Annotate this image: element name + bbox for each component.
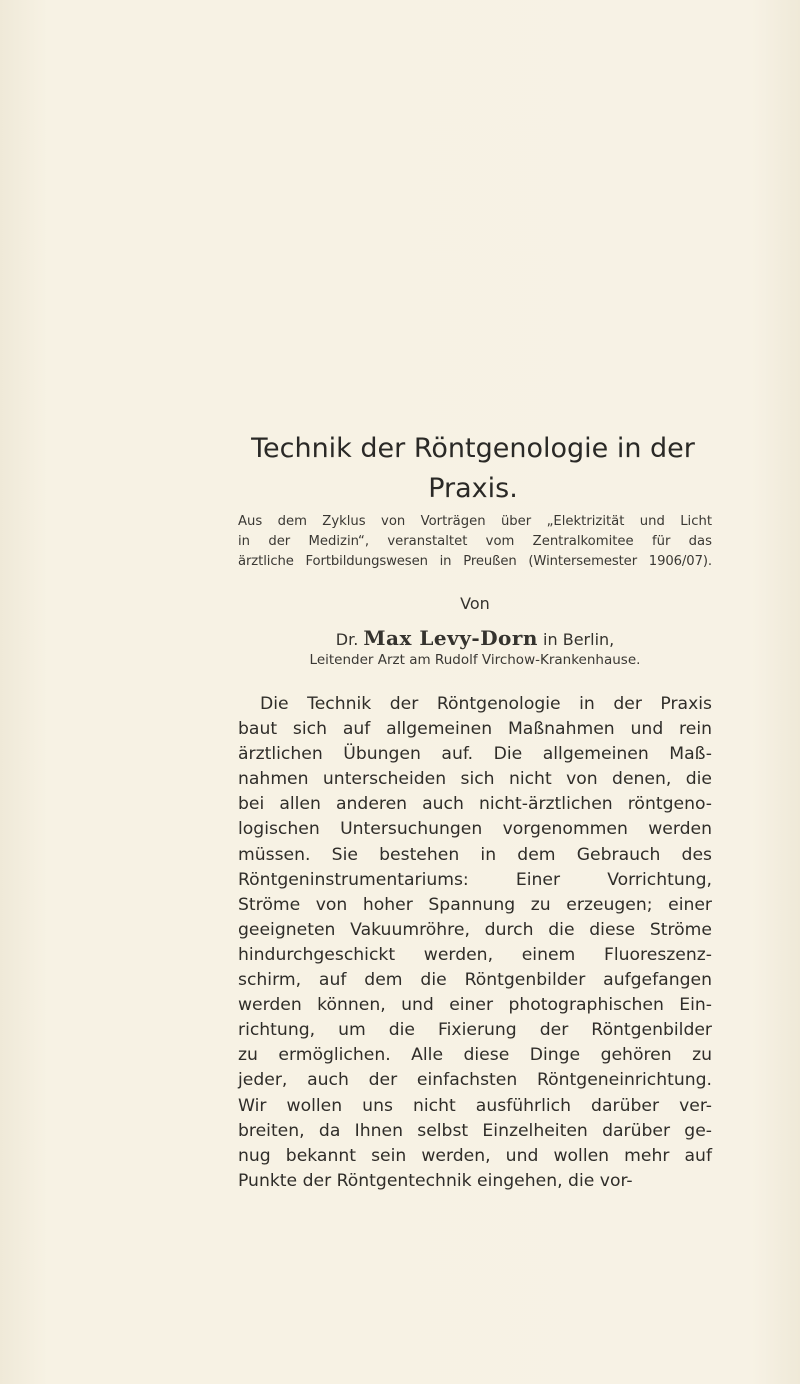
body-line: Röntgeninstrumentariums: Einer Vorrichtung, bbox=[238, 869, 712, 890]
body-paragraph bbox=[238, 692, 712, 1194]
body-line: hindurchgeschickt werden, einem Fluoreszenz- bbox=[238, 944, 712, 965]
body-line: logischen Untersuchungen vorgenommen werden bbox=[238, 819, 712, 840]
body-line: Ströme von hoher Spannung zu erzeugen; einer bbox=[238, 894, 712, 915]
body-line: Wir wollen uns nicht ausführlich darüber ver- bbox=[238, 1095, 712, 1116]
body-line: breiten, da Ihnen selbst Einzelheiten darüber ge- bbox=[238, 1120, 712, 1141]
body-line: nahmen unterscheiden sich nicht von denen, die bbox=[238, 769, 712, 790]
author-line bbox=[238, 626, 712, 650]
body-line: baut sich auf allgemeinen Maßnahmen und rein bbox=[238, 719, 712, 740]
body-line: zu ermöglichen. Alle diese Dinge gehören zu bbox=[238, 1045, 712, 1066]
article-title-line-1: Technik der Röntgenologie in der bbox=[251, 433, 695, 464]
article-title-line-2: Praxis. bbox=[428, 473, 518, 504]
author-prefix: Dr. bbox=[335, 630, 359, 649]
body-line: richtung, um die Fixierung der Röntgenbilder bbox=[238, 1020, 712, 1041]
body-line: schirm, auf dem die Röntgenbilder aufgefangen bbox=[238, 970, 712, 991]
byline-von: Von bbox=[460, 594, 490, 613]
body-line: ärztlichen Übungen auf. Die allgemeinen Maß- bbox=[238, 744, 712, 765]
author-name: Max Levy-Dorn bbox=[363, 626, 538, 650]
body-line: bei allen anderen auch nicht-ärztlichen röntgeno- bbox=[238, 794, 712, 815]
body-line: Die Technik der Röntgenologie in der Praxis bbox=[260, 694, 712, 714]
subtitle-line-2: in der Medizin“, veranstaltet vom Zentralkomitee für das bbox=[238, 534, 712, 549]
body-line: müssen. Sie bestehen in dem Gebrauch des bbox=[238, 844, 712, 865]
author-location: in Berlin, bbox=[543, 630, 615, 649]
body-line: geeigneten Vakuumröhre, durch die diese Ströme bbox=[238, 919, 712, 940]
body-line: werden können, und einer photographischen Ein- bbox=[238, 995, 712, 1016]
body-line: nug bekannt sein werden, und wollen mehr auf bbox=[238, 1145, 712, 1166]
subtitle-line-3: ärztliche Fortbildungswesen in Preußen (Wintersemester 1906/07). bbox=[238, 554, 712, 569]
body-line: Punkte der Röntgentechnik eingehen, die vor- bbox=[238, 1170, 633, 1191]
author-affiliation: Leitender Arzt am Rudolf Virchow-Krankenhause. bbox=[309, 652, 641, 668]
subtitle-line-1: Aus dem Zyklus von Vorträgen über „Elektrizität und Licht bbox=[238, 514, 712, 529]
body-line: jeder, auch der einfachsten Röntgeneinrichtung. bbox=[238, 1070, 712, 1091]
